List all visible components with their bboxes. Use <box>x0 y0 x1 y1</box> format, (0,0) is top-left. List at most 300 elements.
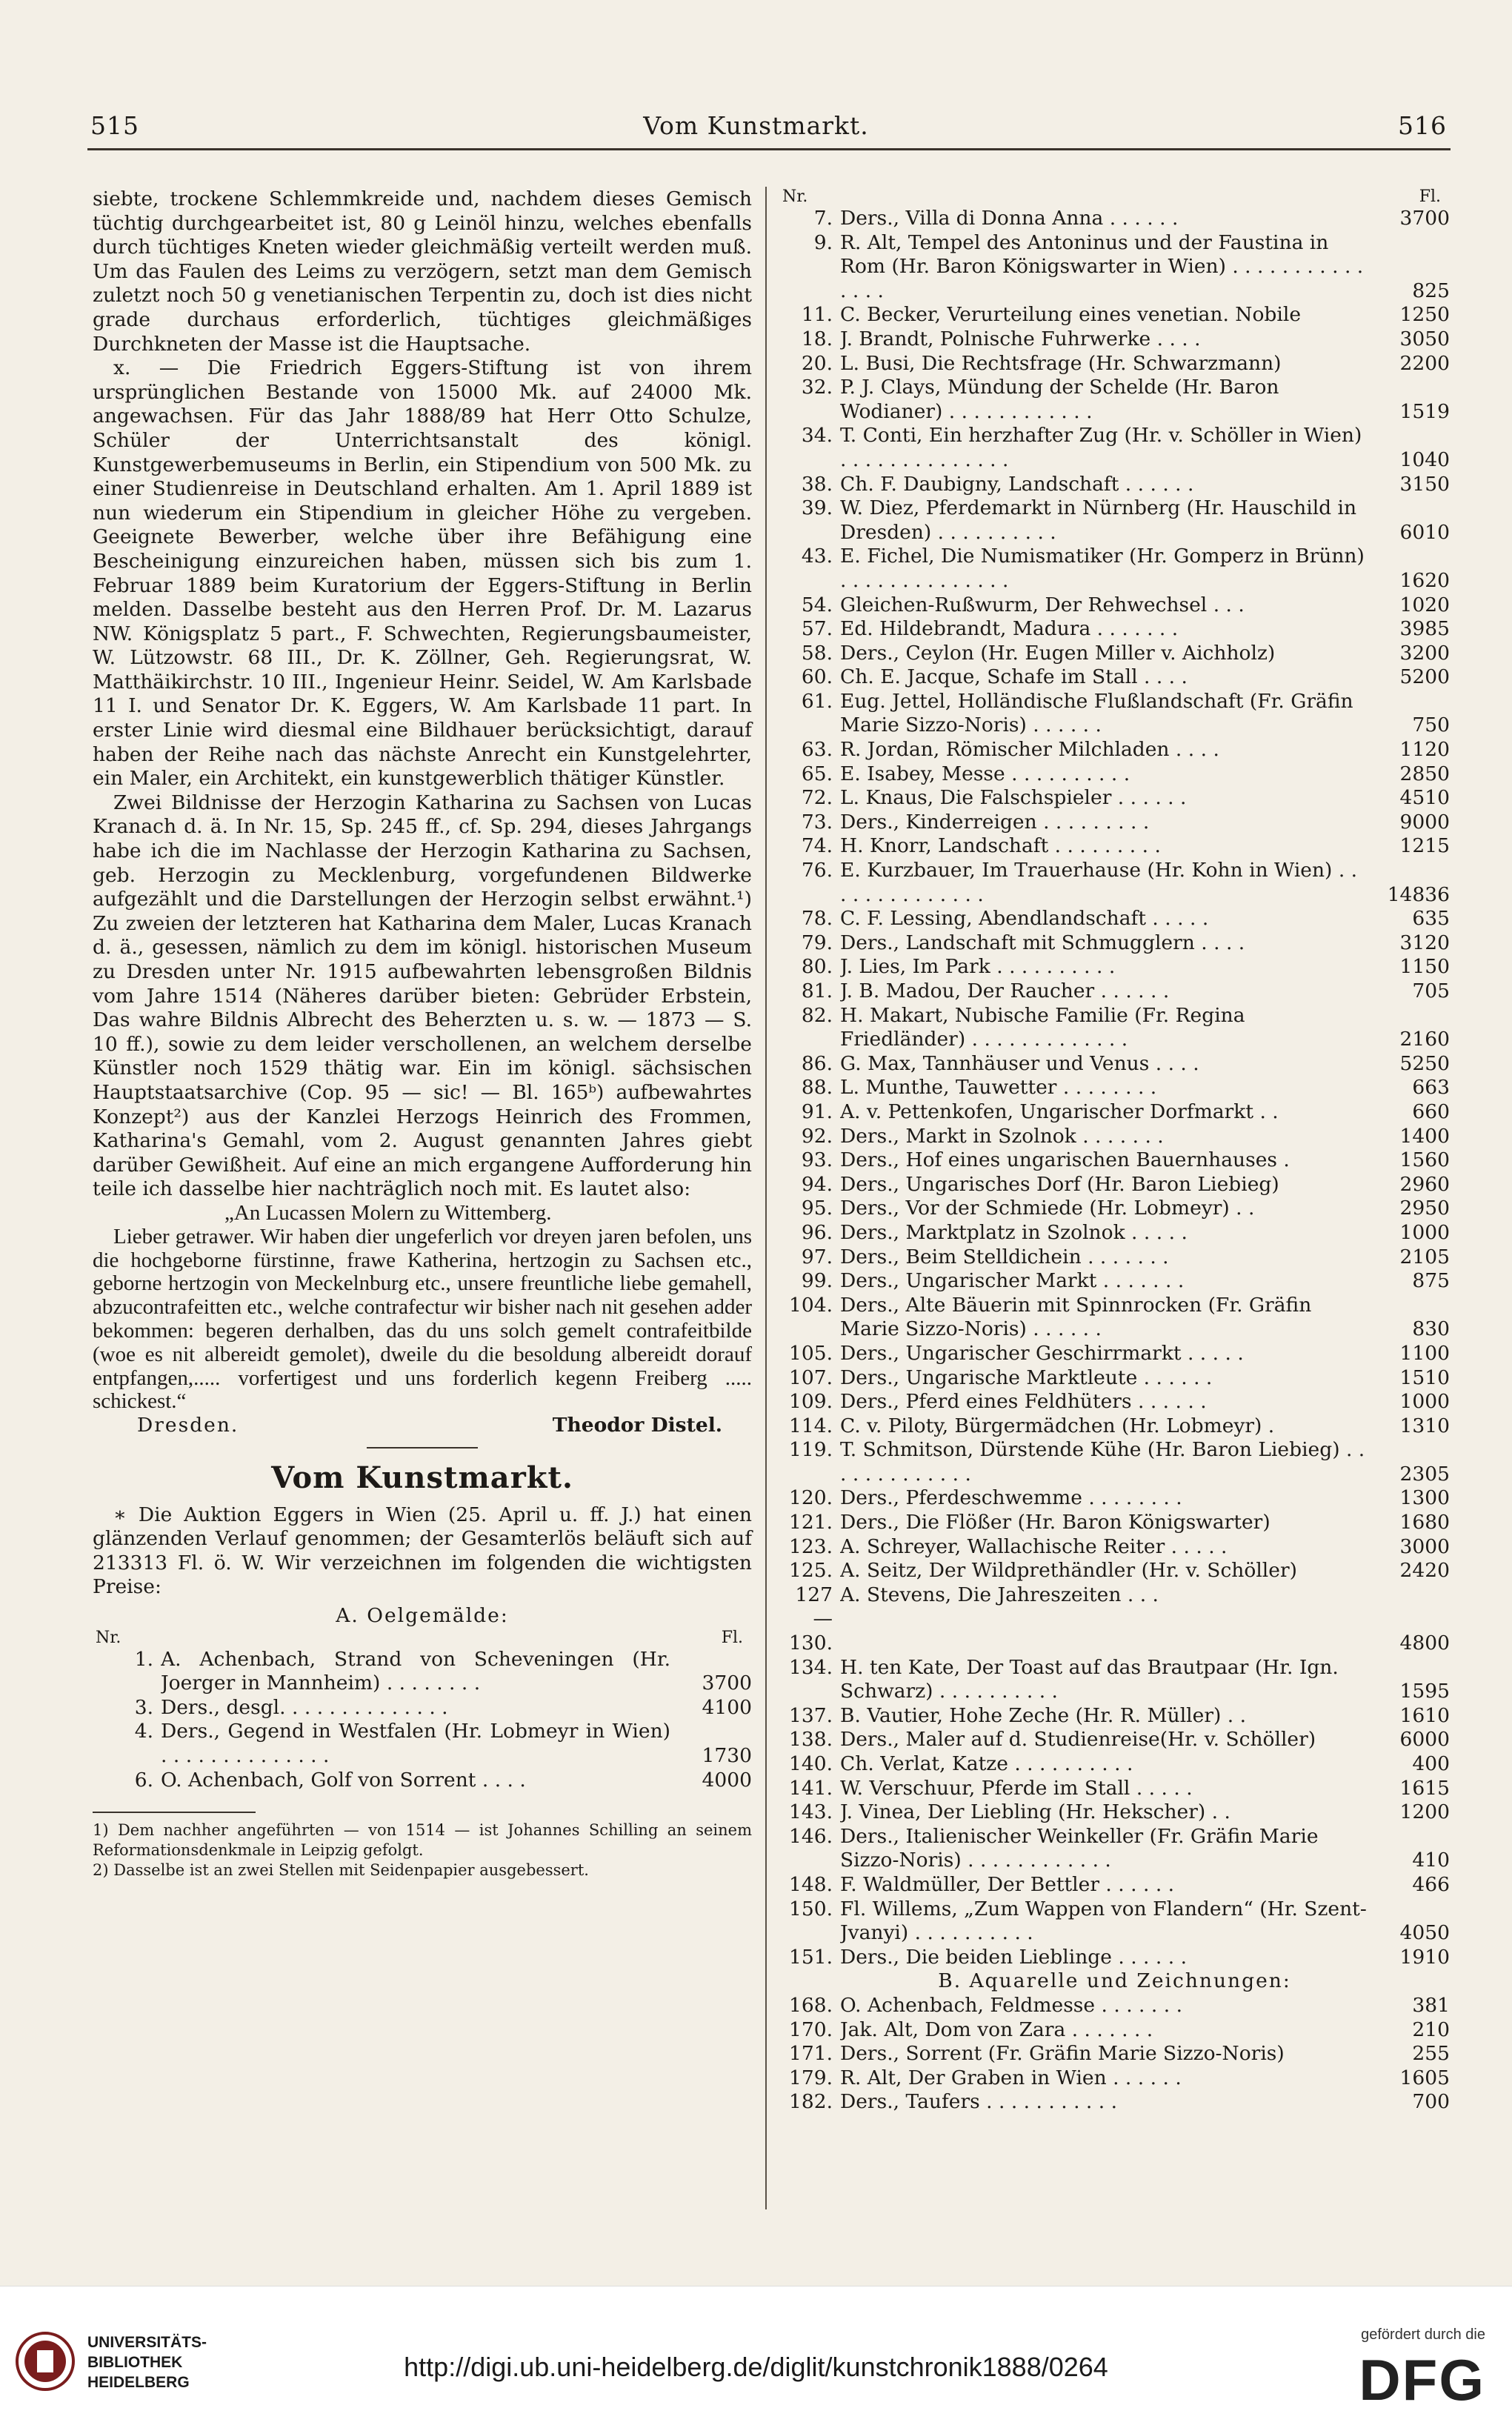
lot-title: A. v. Pettenkofen, Ungarischer Dorfmarkt . . <box>840 1100 1279 1123</box>
lot-title: O. Achenbach, Feldmesse . . . . . . . <box>840 1993 1183 2017</box>
lot-price: 1250 <box>1399 303 1450 327</box>
paragraph-glue-recipe: siebte, trockene Schlemmkreide und, nachdem dieses Gemisch tüchtig durchgearbeitet ist, 80 g Leinöl hinzu, welches ebenfalls durch tüchtiges Kneten wieder gleichmäßig verteilt werden muß. Um das Faulen des Leims zu verzögern, setzt man dem Gemisch zuletzt noch 50 g venetianischen Terpentin zu, doch ist dies nicht grade durchaus erforderlich, tüchtiges gleichmäßiges Durchkneten der Masse ist die Hauptsache. <box>93 187 752 356</box>
lot-number: 76. <box>801 859 833 882</box>
lot-title: A. Seitz, Der Wildprethändler (Hr. v. Schöller) <box>840 1559 1297 1583</box>
lot-number: 141. <box>788 1776 833 1800</box>
lot-number: 20. <box>801 351 833 375</box>
price-list-item <box>779 1294 1450 1342</box>
lot-number: 95. <box>801 1197 833 1220</box>
lot-title: Ders., desgl. . . . . . . . . . . . . . <box>161 1695 448 1719</box>
lot-price: 2200 <box>1399 351 1450 375</box>
footnote-rule <box>93 1812 256 1820</box>
library-name-line1: UNIVERSITÄTS- <box>87 2334 207 2351</box>
price-list-item <box>779 1173 1450 1197</box>
lot-title: R. Jordan, Römischer Milchladen . . . . <box>840 738 1219 762</box>
lot-price: 9000 <box>1399 810 1450 834</box>
lot-price: 1620 <box>1399 568 1450 592</box>
column-header-fl: Fl. <box>721 1628 743 1647</box>
subhead-oil-paintings: A. Oelgemälde: <box>336 1604 509 1628</box>
lot-number: 93. <box>801 1148 833 1172</box>
lot-price: 1595 <box>1399 1680 1450 1703</box>
lot-price: 4050 <box>1399 1921 1450 1945</box>
lot-price: 660 <box>1412 1100 1450 1123</box>
lot-title: Ders., Ceylon (Hr. Eugen Miller v. Aichholz) <box>840 641 1276 665</box>
lot-price: 1200 <box>1399 1800 1450 1824</box>
subhead-watercolors: B. Aquarelle und Zeichnungen: <box>938 1969 1291 1993</box>
column-divider <box>765 187 767 2209</box>
lot-title: W. Verschuur, Pferde im Stall . . . . . <box>840 1776 1193 1800</box>
price-list-item <box>779 1946 1450 1970</box>
lot-price: 1040 <box>1399 448 1450 471</box>
lot-title: Ch. Verlat, Katze . . . . . . . . . . <box>840 1752 1133 1775</box>
lot-price: 1680 <box>1399 1511 1450 1534</box>
price-list-item <box>779 2018 1450 2043</box>
price-list-item <box>779 1004 1450 1052</box>
running-title: Vom Kunstmarkt. <box>643 111 869 140</box>
lot-title: J. B. Madou, Der Raucher . . . . . . <box>840 979 1170 1002</box>
price-list-item <box>93 1769 752 1793</box>
price-list-item <box>93 1720 752 1768</box>
lot-title: L. Busi, Die Rechtsfrage (Hr. Schwarzmann) <box>840 351 1282 375</box>
column-header <box>779 187 1450 207</box>
funding-caption: gefördert durch die <box>1361 2326 1485 2343</box>
lot-number: 18. <box>801 327 833 350</box>
lot-number: 150. <box>788 1897 833 1920</box>
letter-body: Lieber getrawer. Wir haben dier ungeferlich vor dreyen jaren befolen, uns die hochgeborne fürstinne, frawe Katherina, hertzogin zu Sachsen etc., geborne hertzogin von Meckelnburg etc., unsere freuntliche liebe gemahell, abzucontrafeitten etc., welche contrafectur wir bisher nach nit gesehen adder bekommen: begeren derhalben, das du uns solch gemelt contrafeitbilde (woe es nit albereidt gemolet), dweile du die besoldung albereidt dorauf entpfangen,..... vorfertigest und uns forderlich kegenn Freiberg ..... schickest.“ <box>93 1224 752 1414</box>
lot-title: A. Schreyer, Wallachische Reiter . . . . . <box>840 1534 1228 1558</box>
lot-price: 3700 <box>1399 207 1450 230</box>
lot-price: 1400 <box>1399 1124 1450 1148</box>
lot-title: F. Waldmüller, Der Bettler . . . . . . <box>840 1872 1175 1896</box>
price-list-item <box>93 1696 752 1720</box>
lot-price: 4510 <box>1399 786 1450 810</box>
footnote-2: 2) Dasselbe ist an zwei Stellen mit Seidenpapier ausgebessert. <box>93 1861 589 1880</box>
lot-title: Ders., Taufers . . . . . . . . . . . <box>840 2090 1118 2114</box>
lot-number: 38. <box>801 472 833 496</box>
lot-price: 1000 <box>1399 1390 1450 1414</box>
lot-number: 63. <box>801 738 833 762</box>
price-list-item <box>779 496 1450 545</box>
letter-salutation: „An Lucassen Molern zu Wittemberg. <box>224 1200 552 1225</box>
price-list-item <box>779 1873 1450 1898</box>
price-list-item <box>779 1390 1450 1414</box>
lot-title: Ders., Pferd eines Feldhüters . . . . . . <box>840 1390 1207 1414</box>
lot-title: J. Brandt, Polnische Fuhrwerke . . . . <box>840 327 1201 350</box>
lot-number: 80. <box>801 955 833 979</box>
column-header-nr: Nr. <box>96 1628 121 1647</box>
lot-title: E. Kurzbauer, Im Trauerhause (Hr. Kohn in Wien) . . . . . . . . . . . . . . <box>840 859 1358 906</box>
lot-title: Ders., Kinderreigen . . . . . . . . . <box>840 810 1150 834</box>
price-list-item <box>779 1052 1450 1077</box>
lot-title: Ders., Landschaft mit Schmugglern . . . . <box>840 931 1245 954</box>
lot-price: 2850 <box>1399 762 1450 785</box>
lot-number: 134. <box>788 1655 833 1679</box>
page-number-left: 515 <box>90 111 139 140</box>
price-list-item <box>779 1800 1450 1825</box>
lot-number: 39. <box>801 496 833 520</box>
lot-price: 1300 <box>1399 1486 1450 1510</box>
footnote-1: 1) Dem nachher angeführten — von 1514 — ist Johannes Schilling an seinem Reformationsdenkmale in Leipzig gefolgt. <box>93 1821 752 1860</box>
lot-number: 9. <box>813 230 833 254</box>
lot-title: Ders., Ungarische Marktleute . . . . . . <box>840 1366 1213 1389</box>
lot-title: Ders., Beim Stelldichein . . . . . . . <box>840 1245 1169 1268</box>
lot-title: T. Conti, Ein herzhafter Zug (Hr. v. Schöller in Wien) . . . . . . . . . . . . . . <box>840 424 1362 471</box>
lot-price: 2960 <box>1399 1172 1450 1196</box>
price-list-item <box>779 762 1450 787</box>
lot-number: 182. <box>788 2090 833 2114</box>
lot-title: A. Stevens, Die Jahreszeiten . . . <box>840 1583 1159 1606</box>
lot-title: H. Makart, Nubische Familie (Fr. Regina Friedländer) . . . . . . . . . . . . . <box>840 1003 1245 1051</box>
lot-price: 3150 <box>1399 472 1450 496</box>
lot-price: 2420 <box>1399 1559 1450 1583</box>
price-list-item <box>779 1076 1450 1100</box>
price-list-item <box>779 811 1450 835</box>
price-list-item <box>779 1269 1450 1294</box>
lot-price: 381 <box>1412 1993 1450 2017</box>
lot-title: Ders., Villa di Donna Anna . . . . . . <box>840 207 1179 230</box>
lot-price: 1615 <box>1399 1776 1450 1800</box>
lot-price: 14836 <box>1387 882 1450 906</box>
lot-number: 82. <box>801 1003 833 1027</box>
lot-title: B. Vautier, Hohe Zeche (Hr. R. Müller) . . <box>840 1703 1247 1727</box>
lot-number: 143. <box>788 1800 833 1824</box>
watercolor-price-list <box>779 1994 1450 2115</box>
lot-title: C. v. Piloty, Bürgermädchen (Hr. Lobmeyr) . <box>840 1414 1275 1437</box>
closing-place: Dresden. <box>137 1414 239 1437</box>
lot-title: L. Munthe, Tauwetter . . . . . . . . <box>840 1076 1157 1100</box>
lot-number: 109. <box>788 1390 833 1414</box>
price-list-item <box>779 593 1450 618</box>
lot-title: Ed. Hildebrandt, Madura . . . . . . . <box>840 617 1179 641</box>
lot-title: H. Knorr, Landschaft . . . . . . . . . <box>840 834 1161 858</box>
lot-number: 72. <box>801 786 833 810</box>
price-list-item <box>779 1342 1450 1366</box>
price-list-item <box>779 376 1450 424</box>
lot-title: Ders., Ungarischer Geschirrmarkt . . . . . <box>840 1341 1244 1365</box>
price-list-item <box>779 665 1450 690</box>
lot-title: Ch. E. Jacque, Schafe im Stall . . . . <box>840 665 1188 689</box>
price-list-item <box>779 1559 1450 1583</box>
lot-price: 3985 <box>1399 617 1450 641</box>
left-price-list <box>93 1648 752 1793</box>
price-list-item <box>779 690 1450 738</box>
price-list-item <box>779 738 1450 762</box>
lot-number: 114. <box>788 1414 833 1437</box>
lot-price: 3050 <box>1399 327 1450 350</box>
footer-bar <box>0 2286 1512 2428</box>
price-list-item <box>779 473 1450 497</box>
lot-number: 65. <box>801 762 833 785</box>
lot-price: 4000 <box>702 1768 752 1792</box>
lot-number: 99. <box>801 1269 833 1293</box>
column-header-fl: Fl. <box>1419 187 1441 206</box>
price-list-item <box>779 1486 1450 1511</box>
lot-number: 73. <box>801 810 833 834</box>
price-list-item <box>779 1777 1450 1801</box>
lot-price: 466 <box>1412 1872 1450 1896</box>
lot-title: P. J. Clays, Mündung der Schelde (Hr. Baron Wodianer) . . . . . . . . . . . . <box>840 376 1279 423</box>
lot-price: 705 <box>1412 979 1450 1002</box>
lot-price: 3120 <box>1399 931 1450 954</box>
lot-price: 4100 <box>702 1695 752 1719</box>
price-list-item <box>779 207 1450 231</box>
lot-number: 4. <box>134 1720 153 1743</box>
lot-price: 1910 <box>1399 1945 1450 1969</box>
price-list-item <box>779 955 1450 979</box>
price-list-item <box>779 1728 1450 1752</box>
lot-number: 61. <box>801 689 833 713</box>
dfg-logo: DFG <box>1359 2347 1485 2412</box>
lot-title: L. Knaus, Die Falschspieler . . . . . . <box>840 786 1187 810</box>
lot-number: 120. <box>788 1486 833 1510</box>
lot-number: 119. <box>788 1438 833 1462</box>
lot-title: E. Isabey, Messe . . . . . . . . . . <box>840 762 1130 785</box>
section-title: Vom Kunstmarkt. <box>271 1460 573 1495</box>
lot-price: 750 <box>1412 714 1450 737</box>
price-list-item <box>779 2066 1450 2091</box>
lot-title: Ders., Markt in Szolnok . . . . . . . <box>840 1124 1164 1148</box>
price-list-item <box>779 1197 1450 1221</box>
price-list-item <box>779 859 1450 907</box>
lot-number: 146. <box>788 1824 833 1848</box>
price-list-item <box>779 834 1450 859</box>
lot-price: 410 <box>1412 1849 1450 1872</box>
lot-number: 168. <box>788 1993 833 2017</box>
price-list-item <box>779 1100 1450 1125</box>
lot-price: 1605 <box>1399 2066 1450 2089</box>
lot-number: 7. <box>813 207 833 230</box>
price-list-item <box>779 1221 1450 1245</box>
lot-number: 148. <box>788 1872 833 1896</box>
lot-price: 1310 <box>1399 1414 1450 1437</box>
lot-title: Ders., Die beiden Lieblinge . . . . . . <box>840 1945 1188 1969</box>
lot-number: 127—130. <box>788 1583 833 1655</box>
price-list-item <box>779 1438 1450 1486</box>
lot-price: 6010 <box>1399 520 1450 544</box>
lot-title: Ders., Ungarischer Markt . . . . . . . <box>840 1269 1185 1293</box>
lot-number: 105. <box>788 1341 833 1365</box>
price-list-item <box>779 545 1450 593</box>
price-list-item <box>779 1245 1450 1270</box>
price-list-item <box>779 1898 1450 1946</box>
lot-title: Ders., Gegend in Westfalen (Hr. Lobmeyr in Wien) . . . . . . . . . . . . . . <box>161 1720 670 1768</box>
lot-title: R. Alt, Der Graben in Wien . . . . . . <box>840 2066 1182 2089</box>
lot-price: 1519 <box>1399 399 1450 423</box>
lot-number: 123. <box>788 1534 833 1558</box>
source-url[interactable]: http://digi.ub.uni-heidelberg.de/diglit/kunstchronik1888/0264 <box>404 2352 1108 2382</box>
price-list-item <box>779 931 1450 956</box>
price-list-item <box>779 1656 1450 1704</box>
lot-price: 2305 <box>1399 1462 1450 1486</box>
price-list-item <box>779 1535 1450 1560</box>
section-divider <box>367 1447 478 1449</box>
lot-number: 138. <box>788 1728 833 1752</box>
price-list-item <box>779 1752 1450 1777</box>
lot-title: Ders., Sorrent (Fr. Gräfin Marie Sizzo-Noris) <box>840 2042 1285 2066</box>
lot-price: 1120 <box>1399 738 1450 762</box>
lot-title: C. Becker, Verurteilung eines venetian. Nobile <box>840 303 1302 327</box>
lot-price: 1215 <box>1399 834 1450 858</box>
lot-price: 1510 <box>1399 1366 1450 1389</box>
lot-title: W. Diez, Pferdemarkt in Nürnberg (Hr. Hauschild in Dresden) . . . . . . . . . . <box>840 496 1357 544</box>
lot-number: 34. <box>801 424 833 448</box>
lot-number: 94. <box>801 1172 833 1196</box>
lot-price: 875 <box>1412 1269 1450 1293</box>
lot-title: Ders., Maler auf d. Studienreise(Hr. v. Schöller) <box>840 1728 1316 1752</box>
lot-number: 151. <box>788 1945 833 1969</box>
paragraph-eggers-foundation: x. — Die Friedrich Eggers-Stiftung ist von ihrem ursprünglichen Bestande von 15000 Mk. auf 24000 Mk. angewachsen. Für das Jahr 1888/89 hat Herr Otto Schulze, Schüler der Unterrichtsanstalt des königl. Kunstgewerbemuseums in Berlin, ein Stipendium von 500 Mk. zu einer Studienreise in Deutschland erhalten. Am 1. April 1889 ist nun wiederum ein Stipendium in gleicher Höhe zu vergeben. Geeignete Bewerber, welche über ihre Befähigung eine Bescheinigung einzureichen haben, müssen sich bis zum 1. Februar 1889 beim Kuratorium der Eggers-Stiftung in Berlin melden. Dasselbe besteht aus den Herren Prof. Dr. M. Lazarus NW. Königsplatz 5 part., F. Schwechten, Regierungsbaumeister, W. Lützowstr. 68 III., Dr. K. Zöllner, Geh. Regierungsrat, W. Matthäikirchstr. 10 III., Ingenieur Heinr. Seidel, W. Am Karlsbade 11 I. und Senator Dr. K. Eggers, W. Am Karlsbade 11 part. In erster Linie wird diesmal eine Bildhauer berücksichtigt, darauf haben der Reihe nach das nächste Anrecht ein Kunstgelehrter, ein Maler, ein Architekt, ein kunstgewerblich thätiger Künstler. <box>93 356 752 791</box>
lot-number: 57. <box>801 617 833 641</box>
lot-price: 400 <box>1412 1752 1450 1775</box>
lot-title: Gleichen-Rußwurm, Der Rehwechsel . . . <box>840 593 1245 616</box>
lot-price: 3000 <box>1399 1534 1450 1558</box>
price-list-item <box>779 1583 1450 1656</box>
lot-price: 4800 <box>1399 1632 1450 1655</box>
price-list-item <box>779 2042 1450 2066</box>
lot-price: 2950 <box>1399 1197 1450 1220</box>
lot-title: E. Fichel, Die Numismatiker (Hr. Gomperz in Brünn) . . . . . . . . . . . . . . <box>840 545 1365 592</box>
lot-number: 140. <box>788 1752 833 1775</box>
price-list-item <box>779 2090 1450 2115</box>
lot-price: 210 <box>1412 2018 1450 2041</box>
right-column <box>779 187 1450 2115</box>
lot-number: 81. <box>801 979 833 1002</box>
lot-number: 170. <box>788 2018 833 2041</box>
lot-number: 74. <box>801 834 833 858</box>
lot-number: 86. <box>801 1051 833 1075</box>
column-header <box>93 1629 752 1648</box>
price-list-item <box>779 1825 1450 1873</box>
lot-price: 3700 <box>702 1672 752 1695</box>
lot-title: Ders., Hof eines ungarischen Bauernhauses . <box>840 1148 1290 1172</box>
lot-number: 88. <box>801 1076 833 1100</box>
lot-number: 79. <box>801 931 833 954</box>
price-list-item <box>779 327 1450 352</box>
price-list-item <box>779 979 1450 1004</box>
lot-number: 54. <box>801 593 833 616</box>
lot-number: 92. <box>801 1124 833 1148</box>
closing-author: Theodor Distel. <box>552 1414 722 1437</box>
lot-title: Ders., Alte Bäuerin mit Spinnrocken (Fr. Gräfin Marie Sizzo-Noris) . . . . . . <box>840 1293 1312 1341</box>
lot-number: 96. <box>801 1220 833 1244</box>
lot-title: H. ten Kate, Der Toast auf das Brautpaar (Hr. Ign. Schwarz) . . . . . . . . . . <box>840 1655 1339 1703</box>
lot-number: 60. <box>801 665 833 689</box>
lot-number: 171. <box>788 2042 833 2066</box>
lot-price: 1610 <box>1399 1703 1450 1727</box>
lot-title: Eug. Jettel, Holländische Flußlandschaft (Fr. Gräfin Marie Sizzo-Noris) . . . . . . <box>840 689 1353 737</box>
lot-price: 1730 <box>702 1744 752 1768</box>
lot-title: T. Schmitson, Dürstende Kühe (Hr. Baron Liebieg) . . . . . . . . . . . . . <box>840 1438 1365 1486</box>
price-list-item <box>779 303 1450 327</box>
price-list-item <box>779 231 1450 304</box>
left-column <box>93 187 752 1880</box>
lot-title: Ch. F. Daubigny, Landschaft . . . . . . <box>840 472 1194 496</box>
lot-price: 6000 <box>1399 1728 1450 1752</box>
lot-price: 255 <box>1412 2042 1450 2066</box>
library-name-line3: HEIDELBERG <box>87 2374 190 2391</box>
lot-number: 43. <box>801 545 833 568</box>
lot-price: 3200 <box>1399 641 1450 665</box>
price-list-item <box>779 424 1450 472</box>
lot-number: 58. <box>801 641 833 665</box>
closing-line <box>93 1414 752 1438</box>
lot-number: 125. <box>788 1559 833 1583</box>
lot-title: Ders., Italienischer Weinkeller (Fr. Gräfin Marie Sizzo-Noris) . . . . . . . . . . . . <box>840 1824 1319 1872</box>
library-name-line2: BIBLIOTHEK <box>87 2354 183 2371</box>
price-list-item <box>779 1414 1450 1439</box>
price-list-item <box>779 1366 1450 1391</box>
lot-title: Ders., Marktplatz in Szolnok . . . . . <box>840 1220 1188 1244</box>
lot-price: 5200 <box>1399 665 1450 689</box>
lot-price: 1100 <box>1399 1341 1450 1365</box>
price-list-item <box>779 1704 1450 1729</box>
lot-number: 32. <box>801 376 833 399</box>
page-number-right: 516 <box>1398 111 1447 140</box>
right-price-list <box>779 207 1450 1969</box>
lot-price: 5250 <box>1399 1051 1450 1075</box>
lot-title: A. Achenbach, Strand von Scheveningen (Hr. Joerger in Mannheim) . . . . . . . . <box>161 1647 670 1695</box>
lot-price: 2105 <box>1399 1245 1450 1268</box>
lot-number: 78. <box>801 907 833 931</box>
lot-number: 107. <box>788 1366 833 1389</box>
lot-price: 1000 <box>1399 1220 1450 1244</box>
lot-number: 6. <box>134 1768 153 1792</box>
lot-number: 137. <box>788 1703 833 1727</box>
lot-title: J. Vinea, Der Liebling (Hr. Hekscher) . . <box>840 1800 1230 1824</box>
lot-title: Jak. Alt, Dom von Zara . . . . . . . <box>840 2018 1153 2041</box>
lot-title: Ders., Die Flößer (Hr. Baron Königswarter) <box>840 1511 1270 1534</box>
lot-number: 3. <box>134 1695 153 1719</box>
lot-price: 825 <box>1412 279 1450 302</box>
lot-number: 1. <box>134 1647 153 1671</box>
lot-number: 179. <box>788 2066 833 2089</box>
lot-price: 663 <box>1412 1076 1450 1100</box>
paragraph-kranach-portraits: Zwei Bildnisse der Herzogin Katharina zu Sachsen von Lucas Kranach d. ä. In Nr. 15, Sp. 245 ff., cf. Sp. 294, dieses Jahrgangs habe ich die im Nachlasse der Herzogin Katharina zu Sachsen, geb. Herzogin zu Mecklenburg, vorgefundenen Bildwerke aufgezählt und die Darstellungen der Herzogin selbst erwähnt.¹) Zu zweien der letzteren hat Katharina dem Maler, Lucas Kranach d. ä., gesessen, nämlich zu dem im königl. historischen Museum zu Dresden unter Nr. 1915 aufbewahrten lebensgroßen Bildnis vom Jahre 1514 (Näheres darüber bieten: Gebrüder Erbstein, Das wahre Bildnis Albrecht des Beherzten u. s. w. — 1873 — S. 10 ff.), sowie zu dem leider verschollenen, an welchem derselbe Künstler noch 1529 thätig war. Ein im königl. sächsischen Hauptstaatsarchive (Cop. 95 — sic! — Bl. 165ᵇ) aufbewahrtes Konzept²) aus der Kanzlei Herzogs Heinrich des Frommen, Katharina's Gemahl, vom 2. August genannten Jahres giebt darüber Gewißheit. Auf eine an mich ergangene Aufforderung hin teile ich dasselbe hier nachträglich noch mit. Es lautet also: <box>93 791 752 1201</box>
lot-price: 2160 <box>1399 1028 1450 1051</box>
price-list-item <box>779 907 1450 931</box>
lot-number: 121. <box>788 1511 833 1534</box>
lot-price: 1020 <box>1399 593 1450 616</box>
lot-title: R. Alt, Tempel des Antoninus und der Faustina in Rom (Hr. Baron Königswarter in Wien) . . . . . . . . . . . . . . . <box>840 230 1364 302</box>
lot-title: Ders., Vor der Schmiede (Hr. Lobmeyr) . . <box>840 1197 1255 1220</box>
price-list-item <box>779 617 1450 642</box>
lot-price: 830 <box>1412 1317 1450 1341</box>
lot-price: 635 <box>1412 907 1450 931</box>
price-list-item <box>779 1148 1450 1173</box>
header-rule <box>87 148 1451 150</box>
lot-number: 11. <box>801 303 833 327</box>
lot-price: 1150 <box>1399 955 1450 979</box>
lot-number: 104. <box>788 1293 833 1317</box>
lot-number: 91. <box>801 1100 833 1123</box>
lot-price: 700 <box>1412 2090 1450 2114</box>
price-list-item <box>779 786 1450 811</box>
price-list-item <box>93 1648 752 1696</box>
lot-price: 1560 <box>1399 1148 1450 1172</box>
price-list-item <box>779 352 1450 376</box>
lot-number: 97. <box>801 1245 833 1268</box>
lot-title: C. F. Lessing, Abendlandschaft . . . . . <box>840 907 1209 931</box>
lot-title: G. Max, Tannhäuser und Venus . . . . <box>840 1051 1199 1075</box>
auction-intro: ∗ Die Auktion Eggers in Wien (25. April u. ff. J.) hat einen glänzenden Verlauf genommen; der Gesamterlös beläuft sich auf 213313 Fl. ö. W. Wir verzeichnen im folgenden die wichtigsten Preise: <box>93 1503 752 1599</box>
lot-title: Ders., Ungarisches Dorf (Hr. Baron Liebieg) <box>840 1172 1279 1196</box>
price-list-item <box>779 1994 1450 2018</box>
lot-title: J. Lies, Im Park . . . . . . . . . . <box>840 955 1116 979</box>
price-list-item <box>779 1511 1450 1535</box>
lot-title: Ders., Pferdeschwemme . . . . . . . . <box>840 1486 1182 1510</box>
column-header-nr: Nr. <box>782 187 808 206</box>
lot-title: O. Achenbach, Golf von Sorrent . . . . <box>161 1768 526 1792</box>
